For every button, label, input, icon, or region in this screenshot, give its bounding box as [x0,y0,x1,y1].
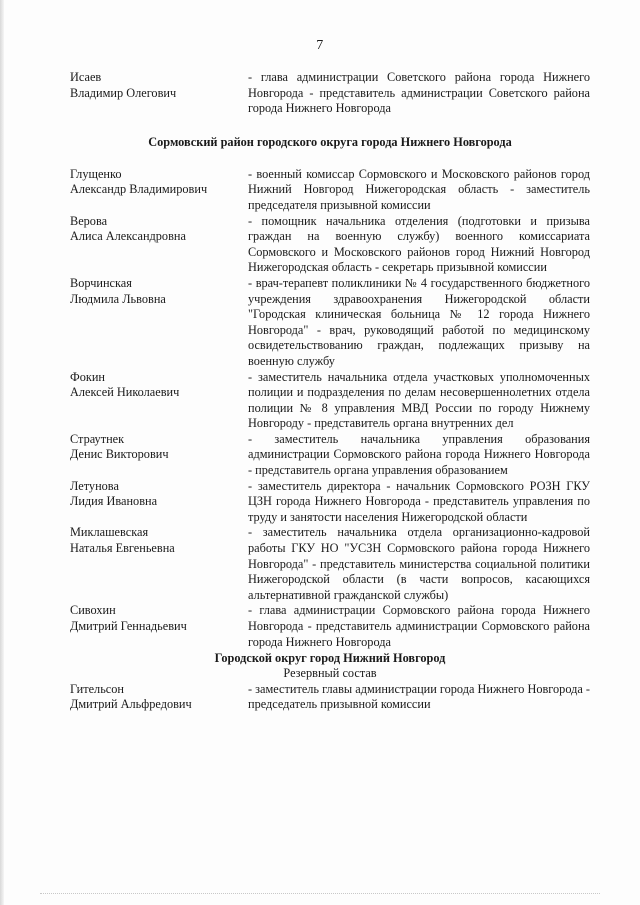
member-entry [70,70,590,117]
scan-margin-shadow [0,0,4,905]
member-surname: Летунова [70,478,119,493]
member-name [70,214,248,276]
section-subtitle-reserve: Резервный состав [283,666,377,681]
member-surname: Гительсон [70,681,124,696]
member-name [70,432,248,479]
scan-bottom-edge [40,893,600,895]
member-surname: Глущенко [70,166,122,181]
member-given-names: Дмитрий Альфредович [70,697,192,712]
member-entry [70,370,590,432]
member-entry [70,276,590,370]
member-name [70,70,248,117]
member-name [70,276,248,370]
section-title-city: Городской округ город Нижний Новгород [214,651,446,666]
member-role: - военный комиссар Сормовского и Московского районов город Нижний Новгород Нижегородская область - заместитель председателя призывной комиссии [248,166,590,212]
member-entry [70,682,590,713]
member-given-names: Алексей Николаевич [70,385,180,400]
member-given-names: Алиса Александровна [70,229,186,244]
member-surname: Страутнек [70,431,125,446]
member-surname: Миклашевская [70,525,149,540]
section-title-sormovsky: Сормовский район городского округа города Нижнего Новгорода [148,134,512,149]
member-name [70,603,248,650]
member-entry [70,479,590,526]
member-role: - заместитель начальника управления образования администрации Сормовского района города Нижнего Новгорода - представитель органа управления образованием [248,431,590,478]
member-entry [70,525,590,603]
document-body [70,70,590,713]
member-name [70,682,248,713]
member-surname: Верова [70,213,108,228]
member-name [70,525,248,603]
member-role: - заместитель начальника отдела организационно-кадровой работы ГКУ НО "УСЗН Сормовского района города Нижнего Новгорода" - представитель министерства социальной политики Нижегородской области (в части вопросов, касающихся альтернативной гражданской службы) [248,525,590,602]
member-surname: Сивохин [70,603,116,618]
member-surname: Фокин [70,369,105,384]
member-role: - врач-терапевт поликлиники № 4 государственного бюджетного учреждения здравоохранения Нижегородской области "Городская клиническая больница № 12 города Нижнего Новгорода" - врач, руководящий работой по медицинскому освидетельствованию граждан, подлежащих призыву на военную службу [248,275,590,368]
member-given-names: Александр Владимирович [70,182,208,197]
member-entry [70,603,590,650]
member-name [70,479,248,526]
member-given-names: Денис Викторович [70,447,169,462]
member-given-names: Людмила Львовна [70,291,166,306]
member-role: - заместитель главы администрации города Нижнего Новгорода - председатель призывной комиссии [248,681,591,712]
member-entry [70,214,590,276]
member-given-names: Дмитрий Геннадьевич [70,619,187,633]
member-given-names: Наталья Евгеньевна [70,541,175,556]
member-role: - глава администрации Советского района города Нижнего Новгорода - представитель администрации Советского района города Нижнего Новгорода [248,70,590,116]
member-role: - заместитель директора - начальник Сормовского РОЗН ГКУ ЦЗН города Нижнего Новгорода - представитель управления по труду и занятости населения Нижегородской области [248,478,590,524]
member-name [70,167,248,214]
member-given-names: Владимир Олегович [70,85,177,100]
member-surname: Исаев [70,70,102,84]
member-given-names: Лидия Ивановна [70,494,158,509]
member-name [70,370,248,432]
member-role: - помощник начальника отделения (подготовки и призыва граждан на военную службу) военного комиссариата Сормовского и Московского районов город Нижний Новгород Нижегородская область - секретарь призывной комиссии [248,213,590,275]
member-surname: Ворчинская [70,275,132,290]
member-role: - заместитель начальника отдела участковых уполномоченных полиции и подразделения по делам несовершеннолетних отдела полиции № 8 управления МВД России по городу Нижнему Новгороду - представитель органа внутренних дел [248,369,590,431]
member-role: - глава администрации Сормовского района города Нижнего Новгорода - представитель администрации Сормовского района города Нижнего Новгорода [248,603,590,649]
member-entry [70,167,590,214]
member-entry [70,432,590,479]
page-number: 7 [316,38,324,53]
